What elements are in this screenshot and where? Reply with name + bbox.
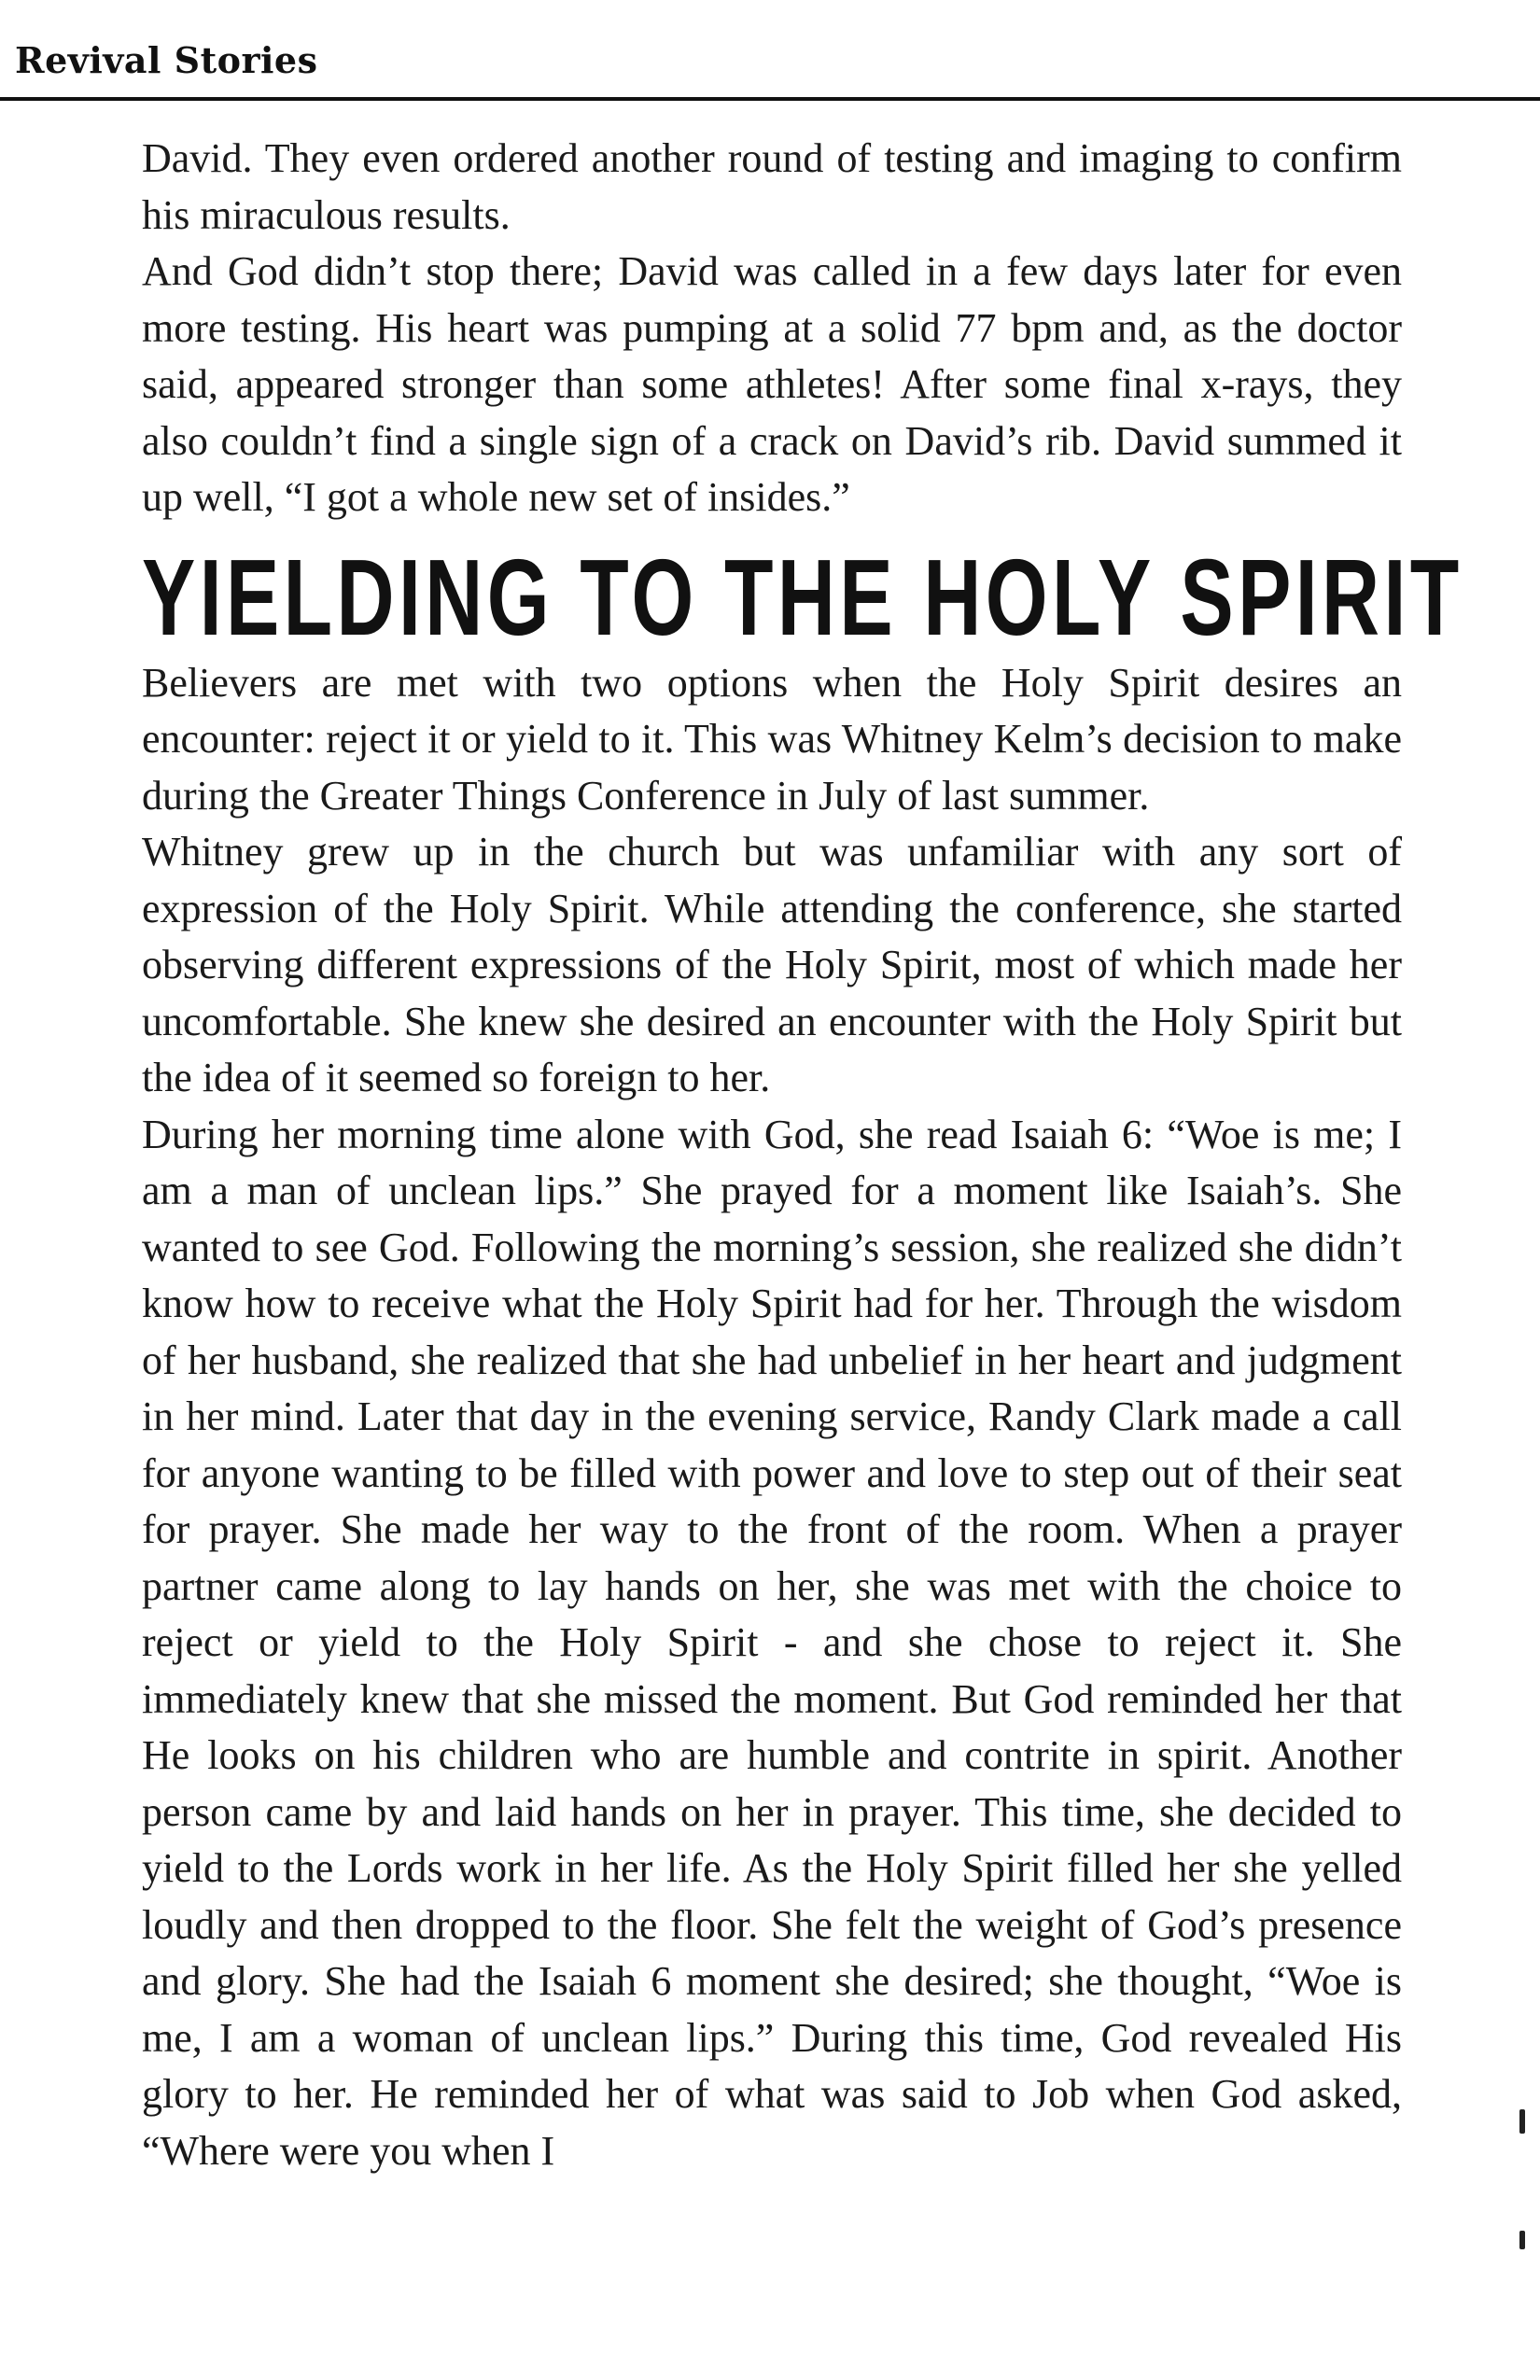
paragraph-1: David. They even ordered another round of testing and imaging to confirm his miraculous results. (142, 135, 1402, 238)
running-head-title: Revival Stories (15, 39, 318, 81)
edge-mark-top (1519, 2109, 1525, 2134)
paragraph-4: Whitney grew up in the church but was unfamiliar with any sort of expression of the Holy Spirit. While attending the conference, she started observing different expressions of the Holy Spirit, most of which made her uncomfortable. She knew she desired an encounter with the Holy Spirit but the idea of it seemed so foreign to her. (142, 829, 1402, 1100)
paragraph-2: And God didn’t stop there; David was called in a few days later for even more testing. His heart was pumping at a solid 77 bpm and, as the doctor said, appeared stronger than some athletes! After some final x-rays, they also couldn’t find a single sign of a crack on David’s rib. David summed it up well, “I got a whole new set of insides.” (142, 248, 1402, 520)
article-body (142, 131, 1463, 2179)
section-heading: YIELDING TO THE HOLY SPIRIT (142, 536, 1463, 658)
header-rule (0, 97, 1540, 101)
edge-mark-bottom (1519, 2231, 1525, 2249)
paragraph-5: During her morning time alone with God, she read Isaiah 6: “Woe is me; I am a man of unclean lips.” She prayed for a moment like Isaiah’s. She wanted to see God. Following the morning’s session, she realized she didn’t know how to receive what the Holy Spirit had for her. Through the wisdom of her husband, she realized that she had unbelief in her heart and judgment in her mind. Later that day in the evening service, Randy Clark made a call for anyone wanting to be filled with power and love to step out of their seat for prayer. She made her way to the front of the room. When a prayer partner came along to lay hands on her, she was met with the choice to reject or yield to the Holy Spirit - and she chose to reject it. She immediately knew that she missed the moment. But God reminded her that He looks on his children who are humble and contrite in spirit. Another person came by and laid hands on her in prayer. This time, she decided to yield to the Lords work in her life. As the Holy Spirit filled her she yelled loudly and then dropped to the floor. She felt the weight of God’s presence and glory. She had the Isaiah 6 moment she desired; she thought, “Woe is me, I am a woman of unclean lips.” During this time, God revealed His glory to her. He reminded her of what was said to Job when God asked, “Where were you when I (142, 1111, 1402, 2174)
paragraph-3: Believers are met with two options when the Holy Spirit desires an encounter: reject it or yield to it. This was Whitney Kelm’s decision to make during the Greater Things Conference in July of last summer. (142, 659, 1402, 819)
